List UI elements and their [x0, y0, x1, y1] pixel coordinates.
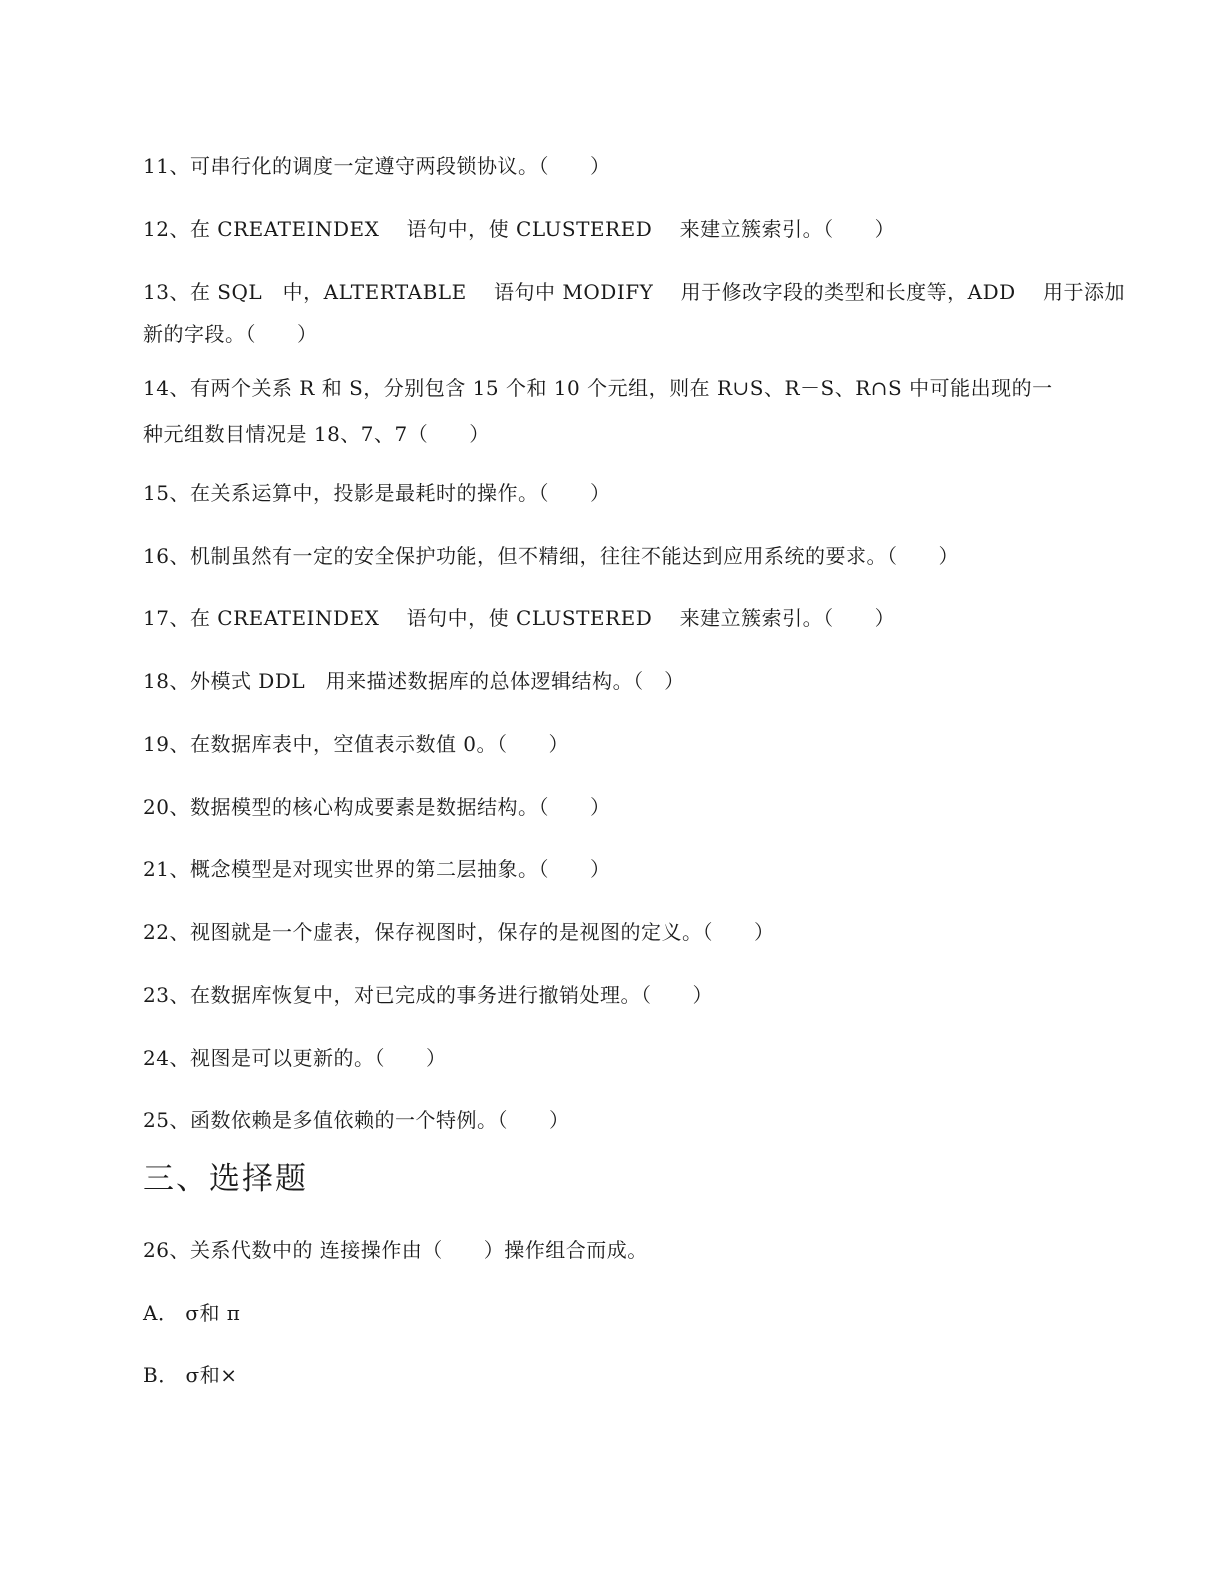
question-13-line-1: 13、在 SQL 中，ALTERTABLE 语句中 MODIFY 用于修改字段的类型和长度等，ADD 用于添加	[143, 280, 1126, 304]
option-b: B． σ和×	[143, 1363, 238, 1387]
section-heading: 三、选择题	[143, 1161, 308, 1197]
question-23: 23、在数据库恢复中，对已完成的事务进行撤销处理。（ ）	[143, 983, 713, 1007]
option-a: A． σ和 π	[143, 1301, 241, 1325]
question-21: 21、概念模型是对现实世界的第二层抽象。（ ）	[143, 857, 611, 881]
question-16: 16、机制虽然有一定的安全保护功能，但不精细，往往不能达到应用系统的要求。（ ）	[143, 544, 959, 568]
question-13-line-2: 新的字段。（ ）	[143, 322, 318, 346]
question-14-line-2: 种元组数目情况是 18、7、7（ ）	[143, 422, 490, 446]
question-20: 20、数据模型的核心构成要素是数据结构。（ ）	[143, 795, 611, 819]
question-11: 11、可串行化的调度一定遵守两段锁协议。（ ）	[143, 154, 611, 178]
question-17: 17、在 CREATEINDEX 语句中，使 CLUSTERED 来建立簇索引。（ ）	[143, 606, 896, 630]
question-25: 25、函数依赖是多值依赖的一个特例。（ ）	[143, 1108, 570, 1132]
question-26: 26、关系代数中的 连接操作由（ ）操作组合而成。	[143, 1238, 648, 1262]
question-22: 22、视图就是一个虚表，保存视图时，保存的是视图的定义。（ ）	[143, 920, 775, 944]
question-15: 15、在关系运算中，投影是最耗时的操作。（ ）	[143, 481, 611, 505]
question-12: 12、在 CREATEINDEX 语句中，使 CLUSTERED 来建立簇索引。（ ）	[143, 217, 896, 241]
question-24: 24、视图是可以更新的。（ ）	[143, 1046, 447, 1070]
question-14-line-1: 14、有两个关系 R 和 S，分别包含 15 个和 10 个元组，则在 R∪S、R－S、R∩S 中可能出现的一	[143, 376, 1053, 400]
question-18: 18、外模式 DDL 用来描述数据库的总体逻辑结构。（ ）	[143, 669, 685, 693]
question-19: 19、在数据库表中，空值表示数值 0。（ ）	[143, 732, 570, 756]
